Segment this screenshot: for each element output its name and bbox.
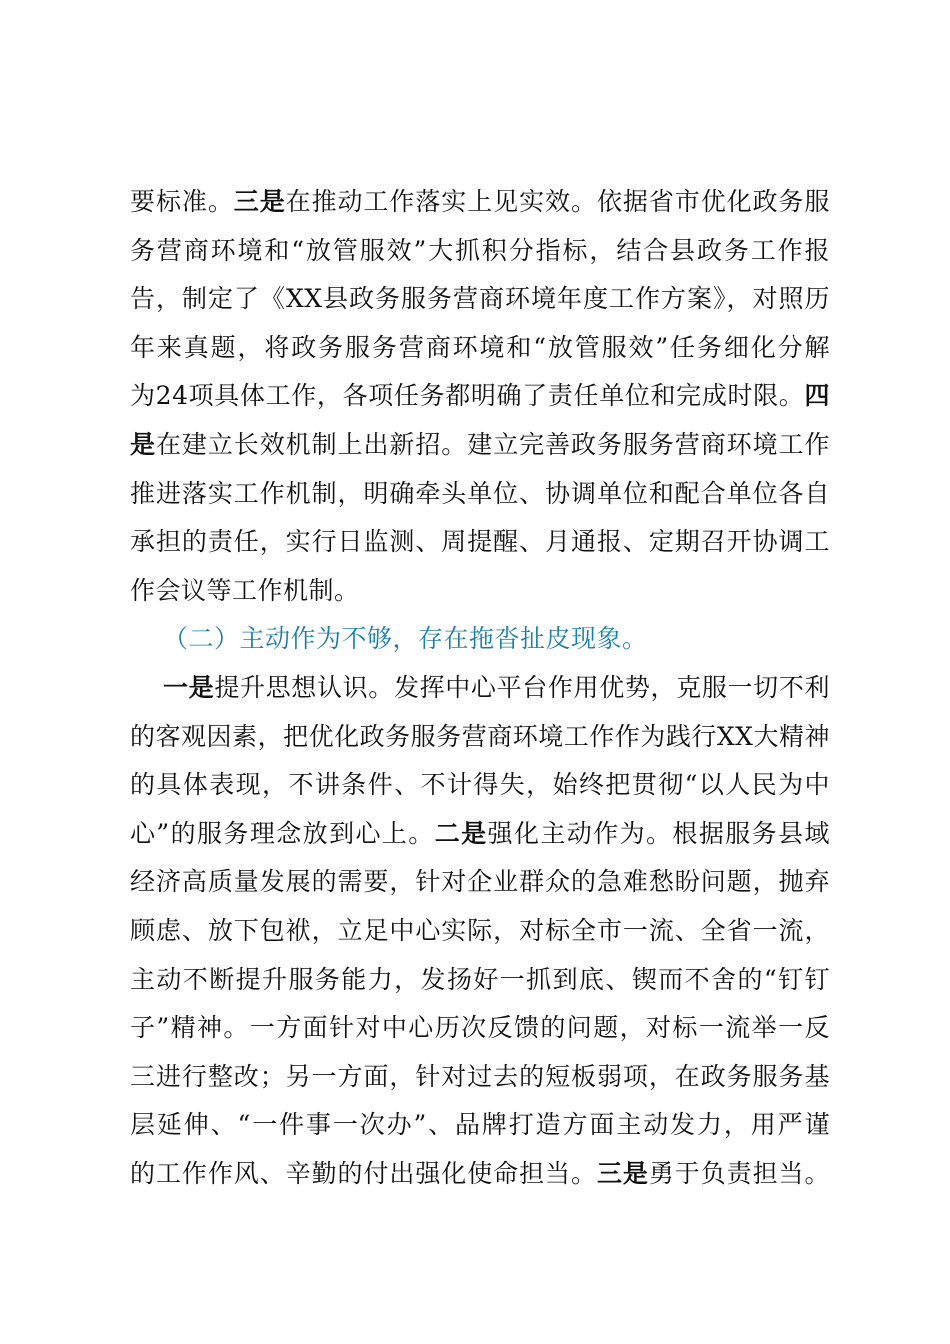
text-run: 的客观因素，把优化政务服务营商环境工作作为践行XX大精神: [130, 721, 830, 751]
bold-run: 是: [130, 430, 156, 459]
paragraph-line: [130, 1008, 830, 1048]
bold-run: 二是: [434, 818, 488, 848]
paragraph-line: [130, 522, 830, 562]
text-run: 的具体表现，不讲条件、不计得失，始终把贯彻“以人民为中: [130, 770, 830, 800]
section-heading: [163, 619, 830, 659]
text-run: 勇于负责担当。: [648, 1159, 830, 1188]
text-run: 主动不断提升服务能力，发扬好一抓到底、锲而不舍的“钉钉: [130, 964, 830, 994]
paragraph-line: [130, 474, 830, 514]
paragraph-line: [130, 182, 830, 222]
text-run: 承担的责任，实行日监测、周提醒、月通报、定期召开协调工: [130, 527, 830, 557]
text-run: 子”精神。一方面针对中心历次反馈的问题，对标一流举一反: [130, 1013, 830, 1043]
paragraph-line: [130, 1057, 830, 1097]
paragraph-line: [130, 862, 830, 902]
text-run: 务营商环境和“放管服效”大抓积分指标，结合县政务工作报: [130, 235, 830, 265]
paragraph-line: [130, 911, 830, 951]
text-run: 作会议等工作机制。: [130, 575, 360, 605]
bold-run: 四: [804, 381, 830, 411]
text-run: 的工作作风、辛勤的付出强化使命担当。: [130, 1159, 597, 1188]
text-run: 在建立长效机制上出新招。建立完善政务服务营商环境工作: [155, 430, 830, 459]
paragraph-line: [130, 814, 830, 854]
text-run: 心”的服务理念放到心上。: [130, 818, 435, 848]
text-run: 三进行整改；另一方面，针对过去的短板弱项，在政务服务基: [130, 1061, 830, 1091]
paragraph-line: [130, 765, 830, 805]
paragraph-line: [130, 425, 830, 465]
text-run: 层延伸、“一件事一次办”、品牌打造方面主动发力，用严谨: [130, 1110, 830, 1140]
bold-run: 三是: [233, 187, 286, 216]
text-run: 要标准。: [130, 187, 234, 216]
text-run: 年来真题，将政务服务营商环境和“放管服效”任务细化分解: [130, 332, 830, 362]
paragraph-line: [130, 279, 830, 319]
text-run: 在推动工作落实上见实效。依据省市优化政务服: [285, 187, 830, 216]
text-run: 顾虑、放下包袱，立足中心实际，对标全市一流、全省一流，: [130, 916, 830, 945]
text-run: 为24项具体工作，各项任务都明确了责任单位和完成时限。: [130, 381, 805, 411]
text-run: 提升思想认识。发挥中心平台作用优势，克服一切不利: [214, 673, 830, 702]
text-run: 推进落实工作机制，明确牵头单位、协调单位和配合单位各自: [130, 478, 830, 508]
text-run: 经济高质量发展的需要，针对企业群众的急难愁盼问题，抛弃: [130, 867, 830, 897]
paragraph-line: [130, 1105, 830, 1145]
paragraph-line: [130, 571, 830, 611]
paragraph-line: [130, 231, 830, 271]
paragraph-line: [130, 960, 830, 1000]
paragraph-line: [130, 717, 830, 757]
text-run: 强化主动作为。根据服务县域: [487, 818, 830, 848]
paragraph-line: [130, 376, 830, 416]
text-run: 告，制定了《XX县政务服务营商环境年度工作方案》，对照历: [130, 284, 830, 314]
paragraph-line: [130, 328, 830, 368]
paragraph-line: [163, 668, 830, 708]
bold-run: 一是: [163, 673, 215, 702]
paragraph-line: [130, 1154, 830, 1194]
bold-run: 三是: [596, 1159, 649, 1188]
text-run: （二）主动作为不够，存在拖沓扯皮现象。: [163, 624, 648, 654]
